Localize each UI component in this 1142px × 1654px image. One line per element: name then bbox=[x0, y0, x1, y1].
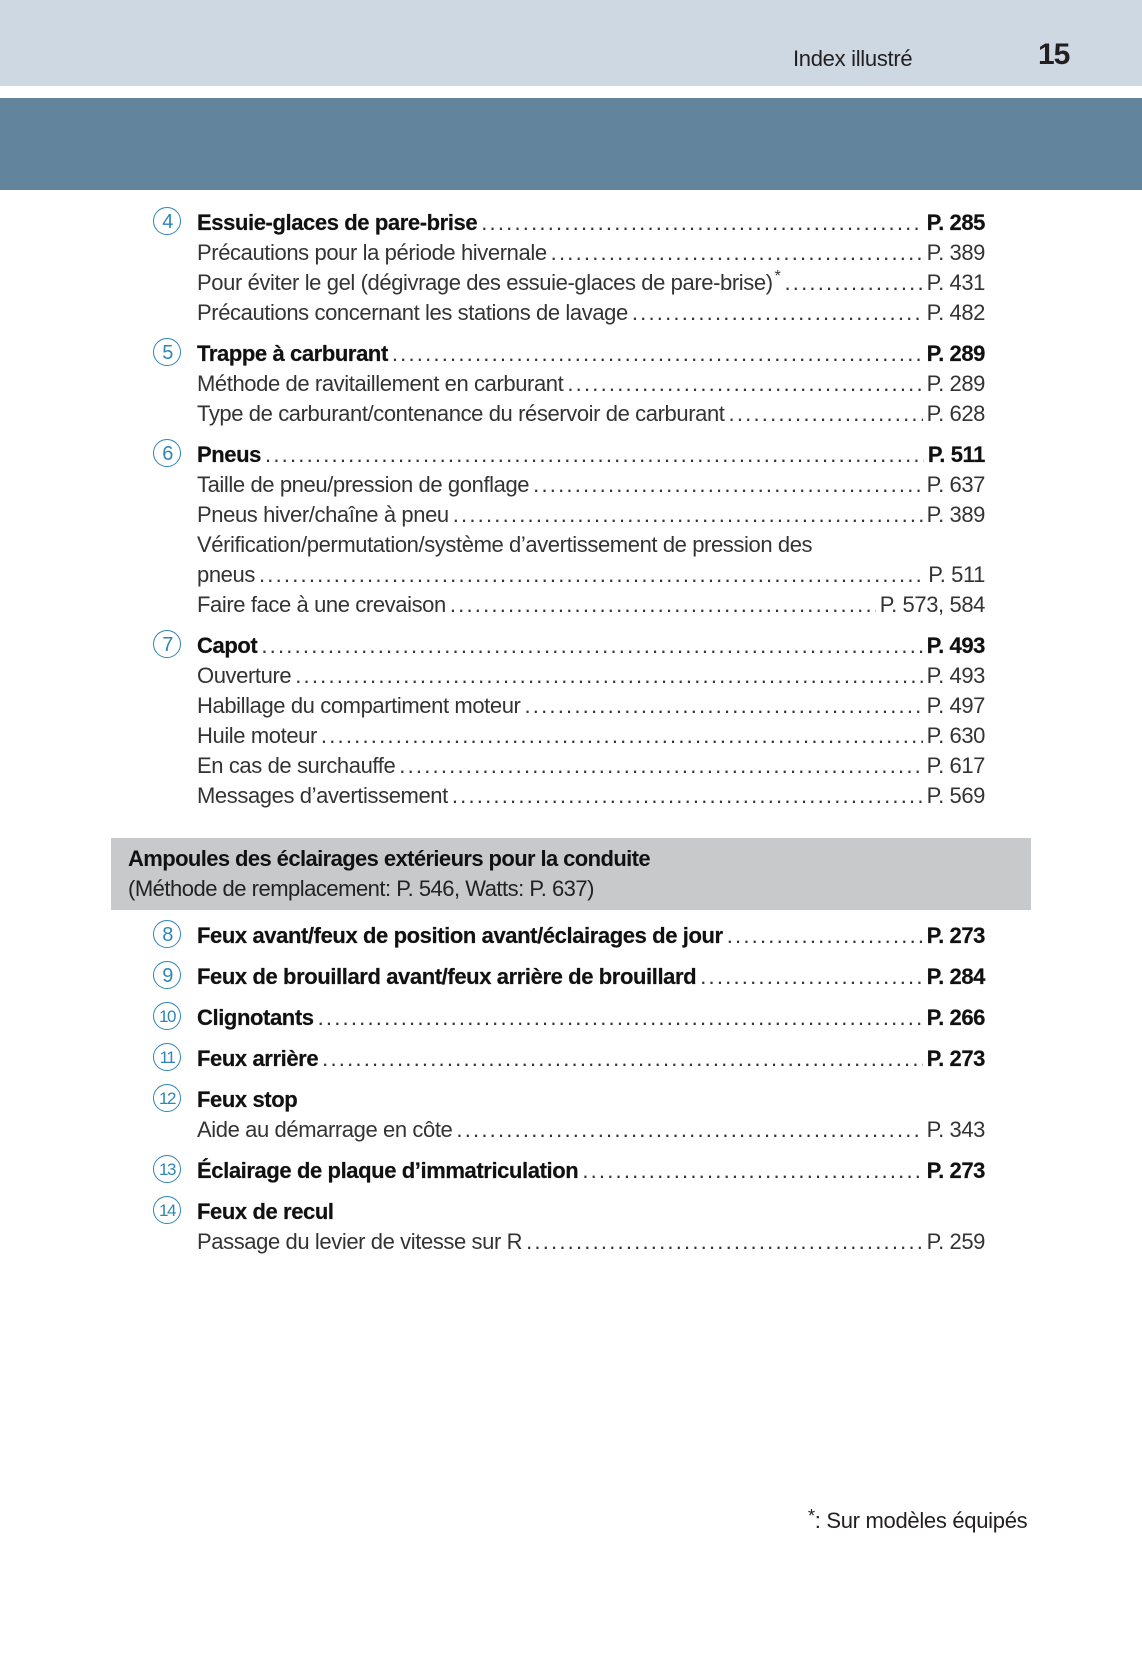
page-ref-link[interactable]: P. 569 bbox=[926, 783, 985, 808]
index-subentry[interactable] bbox=[150, 558, 985, 588]
subentry-label: Pneus hiver/chaîne à pneu bbox=[197, 502, 449, 527]
subentry-label: Type de carburant/contenance du réservoir de carburant bbox=[197, 401, 725, 426]
index-subentry[interactable] bbox=[150, 749, 985, 779]
index-entry-tail-lights[interactable] bbox=[150, 1042, 985, 1072]
circled-number-icon: 11 bbox=[153, 1043, 181, 1071]
leader-dots bbox=[261, 633, 922, 659]
page-ref-link[interactable]: P. 273 bbox=[926, 1158, 985, 1183]
subentry-label: pneus bbox=[197, 562, 255, 587]
index-entry-hood[interactable] bbox=[150, 629, 985, 659]
index-entry-turn-signals[interactable] bbox=[150, 1001, 985, 1031]
subentry-label: Précautions concernant les stations de lavage bbox=[197, 300, 628, 325]
index-subentry[interactable] bbox=[150, 468, 985, 498]
section-title: Index illustré bbox=[793, 46, 913, 71]
index-entry-fog-lights[interactable] bbox=[150, 960, 985, 990]
page-ref-link[interactable]: P. 617 bbox=[926, 753, 985, 778]
index-group-5 bbox=[150, 337, 985, 427]
leader-dots bbox=[399, 753, 922, 779]
circled-number-icon: 5 bbox=[153, 338, 181, 366]
entry-label: Feux arrière bbox=[197, 1046, 319, 1071]
index-group-14 bbox=[150, 1195, 985, 1255]
entry-label: Essuie-glaces de pare-brise bbox=[197, 210, 478, 235]
index-subentry[interactable] bbox=[150, 659, 985, 689]
page-ref-link[interactable]: P. 628 bbox=[926, 401, 985, 426]
subentry-label: Messages d’avertissement bbox=[197, 783, 448, 808]
page-ref-link[interactable]: P. 630 bbox=[926, 723, 985, 748]
page-ref-link[interactable]: P. 273 bbox=[926, 923, 985, 948]
index-entry-stop-lights bbox=[150, 1083, 985, 1113]
footnote-text: : Sur modèles équipés bbox=[814, 1508, 1028, 1533]
index-subentry[interactable] bbox=[150, 367, 985, 397]
footnote bbox=[808, 1508, 1027, 1534]
page-number: 15 bbox=[1038, 38, 1070, 71]
leader-dots bbox=[456, 1117, 922, 1143]
subentry-label: Vérification/permutation/système d’avertissement de pression des bbox=[197, 532, 813, 557]
circled-number-icon: 10 bbox=[153, 1002, 181, 1030]
leader-dots bbox=[392, 341, 923, 367]
entry-label: Trappe à carburant bbox=[197, 341, 388, 366]
index-group-8 bbox=[150, 919, 985, 949]
page-ref-link[interactable]: P. 289 bbox=[926, 341, 985, 366]
page-ref-link[interactable]: P. 482 bbox=[926, 300, 985, 325]
subentry-label: Habillage du compartiment moteur bbox=[197, 693, 521, 718]
index-group-12 bbox=[150, 1083, 985, 1143]
index-group-10 bbox=[150, 1001, 985, 1031]
subentry-label: En cas de surchauffe bbox=[197, 753, 396, 778]
header-top-band bbox=[0, 0, 1142, 86]
page-ref-link[interactable]: P. 637 bbox=[926, 472, 985, 497]
subentry-label: Précautions pour la période hivernale bbox=[197, 240, 547, 265]
page-ref-link[interactable]: P. 284 bbox=[926, 964, 985, 989]
circled-number-icon: 6 bbox=[153, 439, 181, 467]
leader-dots bbox=[452, 783, 923, 809]
subentry-label: Faire face à une crevaison bbox=[197, 592, 446, 617]
subentry-label: Pour éviter le gel (dégivrage des essuie-glaces de pare-brise) * bbox=[197, 268, 781, 295]
index-list-bottom bbox=[150, 919, 985, 1266]
lamps-section-header bbox=[111, 838, 1031, 910]
leader-dots bbox=[784, 270, 922, 296]
index-subentry[interactable] bbox=[150, 689, 985, 719]
asterisk-mark: * bbox=[774, 268, 781, 285]
subentry-label: Méthode de ravitaillement en carburant bbox=[197, 371, 564, 396]
page-ref-link[interactable]: P. 285 bbox=[926, 210, 985, 235]
page-ref-link[interactable]: P. 389 bbox=[926, 502, 985, 527]
leader-dots bbox=[453, 502, 923, 528]
index-subentry[interactable] bbox=[150, 236, 985, 266]
index-subentry[interactable] bbox=[150, 1225, 985, 1255]
leader-dots bbox=[321, 723, 923, 749]
page-ref-link[interactable]: P. 511 bbox=[928, 562, 985, 587]
leader-dots bbox=[524, 693, 922, 719]
index-group-13 bbox=[150, 1154, 985, 1184]
index-entry-license-plate-light[interactable] bbox=[150, 1154, 985, 1184]
index-group-4 bbox=[150, 206, 985, 326]
circled-number-icon: 8 bbox=[153, 920, 181, 948]
circled-number-icon: 13 bbox=[153, 1155, 181, 1183]
index-subentry-line1 bbox=[150, 528, 985, 558]
page-ref-link[interactable]: P. 266 bbox=[926, 1005, 985, 1030]
section-subheading: (Méthode de remplacement: P. 546, Watts: P. 637) bbox=[128, 876, 594, 901]
leader-dots bbox=[729, 401, 923, 427]
entry-label: Feux stop bbox=[197, 1087, 298, 1112]
index-subentry[interactable] bbox=[150, 719, 985, 749]
circled-number-icon: 7 bbox=[153, 630, 181, 658]
entry-label: Capot bbox=[197, 633, 258, 658]
circled-number-icon: 9 bbox=[153, 961, 181, 989]
index-entry-backup-lights bbox=[150, 1195, 985, 1225]
index-subentry[interactable] bbox=[150, 397, 985, 427]
leader-dots bbox=[700, 964, 922, 990]
leader-dots bbox=[551, 240, 923, 266]
entry-label: Pneus bbox=[197, 442, 262, 467]
leader-dots bbox=[318, 1005, 923, 1031]
circled-number-icon: 14 bbox=[153, 1196, 181, 1224]
index-entry-tires[interactable] bbox=[150, 438, 985, 468]
entry-label: Feux avant/feux de position avant/éclairages de jour bbox=[197, 923, 723, 948]
leader-dots bbox=[295, 663, 922, 689]
page-ref-link[interactable]: P. 497 bbox=[926, 693, 985, 718]
page-ref-link[interactable]: P. 573, 584 bbox=[879, 592, 985, 617]
leader-dots bbox=[259, 562, 924, 588]
leader-dots bbox=[632, 300, 923, 326]
page-ref-link[interactable]: P. 259 bbox=[926, 1229, 985, 1254]
circled-number-icon: 12 bbox=[153, 1084, 181, 1112]
leader-dots bbox=[322, 1046, 922, 1072]
index-entry-fuel-door[interactable] bbox=[150, 337, 985, 367]
page-ref-link[interactable]: P. 493 bbox=[926, 663, 985, 688]
index-subentry[interactable] bbox=[150, 588, 985, 618]
entry-label: Feux de brouillard avant/feux arrière de brouillard bbox=[197, 964, 697, 989]
page-ref-link[interactable]: P. 273 bbox=[926, 1046, 985, 1071]
section-heading: Ampoules des éclairages extérieurs pour la conduite bbox=[128, 846, 651, 871]
asterisk-mark: * bbox=[808, 1506, 815, 1526]
entry-label: Feux de recul bbox=[197, 1199, 334, 1224]
index-subentry[interactable] bbox=[150, 266, 985, 296]
index-entry-headlights[interactable] bbox=[150, 919, 985, 949]
subentry-label: Aide au démarrage en côte bbox=[197, 1117, 453, 1142]
entry-label: Clignotants bbox=[197, 1005, 314, 1030]
leader-dots bbox=[567, 371, 922, 397]
leader-dots bbox=[526, 1229, 923, 1255]
circled-number-icon: 4 bbox=[153, 207, 181, 235]
entry-label: Éclairage de plaque d’immatriculation bbox=[197, 1158, 579, 1183]
index-list-top bbox=[150, 206, 985, 820]
page-ref-link[interactable]: P. 389 bbox=[926, 240, 985, 265]
leader-dots bbox=[582, 1158, 922, 1184]
subentry-label: Passage du levier de vitesse sur R bbox=[197, 1229, 523, 1254]
index-group-9 bbox=[150, 960, 985, 990]
index-subentry[interactable] bbox=[150, 779, 985, 809]
index-subentry[interactable] bbox=[150, 498, 985, 528]
leader-dots bbox=[481, 210, 922, 236]
index-subentry[interactable] bbox=[150, 1113, 985, 1143]
leader-dots bbox=[450, 592, 876, 618]
page-ref-link[interactable]: P. 431 bbox=[926, 270, 985, 295]
page-ref-link[interactable]: P. 289 bbox=[926, 371, 985, 396]
leader-dots bbox=[727, 923, 923, 949]
subentry-label: Huile moteur bbox=[197, 723, 317, 748]
index-group-11 bbox=[150, 1042, 985, 1072]
page-ref-link[interactable]: P. 343 bbox=[926, 1117, 985, 1142]
leader-dots bbox=[533, 472, 922, 498]
index-entry-wipers[interactable] bbox=[150, 206, 985, 236]
page-ref-link[interactable]: P. 511 bbox=[927, 442, 985, 467]
page-ref-link[interactable]: P. 493 bbox=[926, 633, 985, 658]
leader-dots bbox=[265, 442, 924, 468]
subentry-label: Ouverture bbox=[197, 663, 292, 688]
index-subentry[interactable] bbox=[150, 296, 985, 326]
header-dark-band bbox=[0, 98, 1142, 190]
index-group-7 bbox=[150, 629, 985, 809]
index-group-6 bbox=[150, 438, 985, 618]
subentry-label: Taille de pneu/pression de gonflage bbox=[197, 472, 530, 497]
